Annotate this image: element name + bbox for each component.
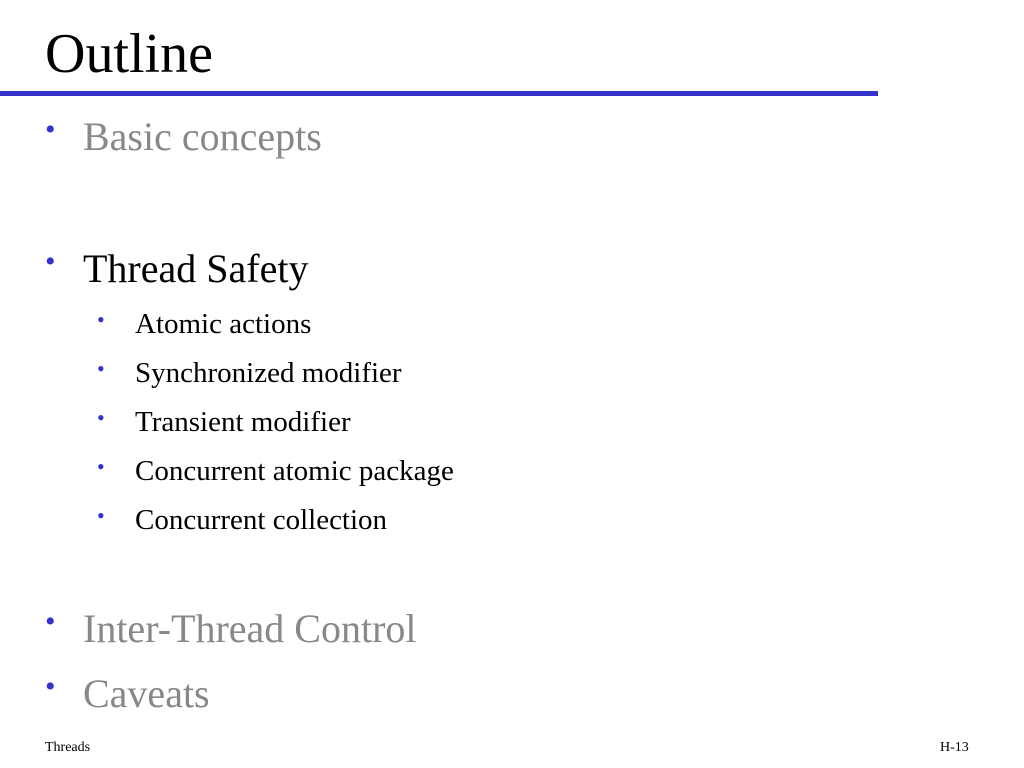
outline-subitem-label: Concurrent atomic package (135, 455, 454, 487)
slide-title: Outline (45, 23, 213, 85)
bullet-icon: • (97, 503, 105, 528)
outline-subitem-label: Concurrent collection (135, 504, 388, 536)
bullet-icon: • (97, 356, 105, 381)
page-number: H-13 (940, 740, 969, 755)
bullet-icon: • (45, 670, 56, 703)
outline-subitem-label: Transient modifier (135, 406, 351, 438)
bullet-icon: • (45, 113, 56, 146)
title-underline (0, 91, 878, 96)
outline-item-label: Basic concepts (83, 114, 322, 159)
bullet-icon: • (97, 405, 105, 430)
bullet-icon: • (45, 245, 56, 278)
bullet-icon: • (97, 307, 105, 332)
bullet-icon: • (97, 454, 105, 479)
footer-title: Threads (45, 740, 91, 755)
outline-item-label: Thread Safety (83, 246, 309, 291)
outline-item-label: Inter-Thread Control (83, 606, 417, 651)
bullet-icon: • (45, 605, 56, 638)
outline-item-label: Caveats (83, 671, 210, 716)
outline-subitem-label: Atomic actions (135, 308, 312, 340)
outline-subitem-label: Synchronized modifier (135, 357, 402, 389)
